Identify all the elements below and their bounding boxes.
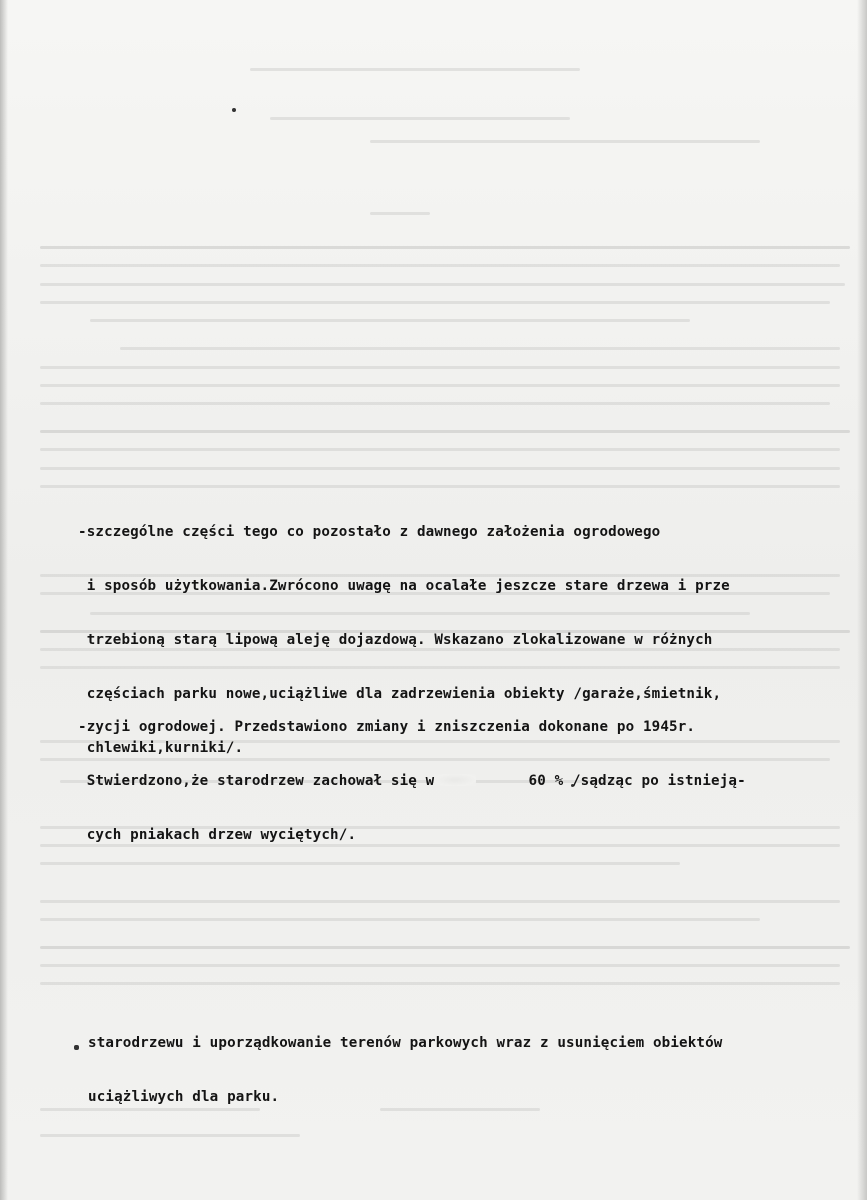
paragraph-line: uciążliwych dla parku.: [88, 1089, 280, 1105]
paragraph-line: -zycji ogrodowej. Przedstawiono zmiany i zniszczenia dokonane po 1945r.: [78, 719, 696, 735]
paragraph-line: cych pniakach drzew wyciętych/.: [78, 827, 357, 843]
stray-dot: [74, 1045, 79, 1050]
paragraph-line: chlewiki,kurniki/.: [78, 740, 244, 756]
paragraph-line-segment: 60 % /sądząc po istnieją-: [528, 773, 746, 789]
paragraph-line: trzebioną starą lipową aleję dojazdową. Wskazano zlokalizowane w różnych: [78, 632, 713, 648]
paragraph-3: [88, 998, 723, 1142]
paragraph-line: [78, 772, 746, 790]
paragraph-line: i sposób użytkowania.Zwrócono uwagę na ocalałe jeszcze stare drzewa i prze: [78, 578, 730, 594]
paragraph-line-segment: Stwierdzono,że starodrzew zachował się w: [78, 773, 435, 789]
paragraph-line: częściach parku nowe,uciążliwe dla zadrzewienia obiekty /garaże,śmietnik,: [78, 686, 722, 702]
paragraph-2: [78, 682, 746, 880]
stray-dot: [232, 108, 236, 112]
scan-edge-right: [857, 0, 867, 1200]
smudged-text: [434, 774, 476, 786]
scan-edge-left: [0, 0, 8, 1200]
paragraph-line: -szczególne części tego co pozostało z dawnego założenia ogrodowego: [78, 524, 661, 540]
paragraph-line: starodrzewu i uporządkowanie terenów parkowych wraz z usunięciem obiektów: [88, 1035, 723, 1051]
